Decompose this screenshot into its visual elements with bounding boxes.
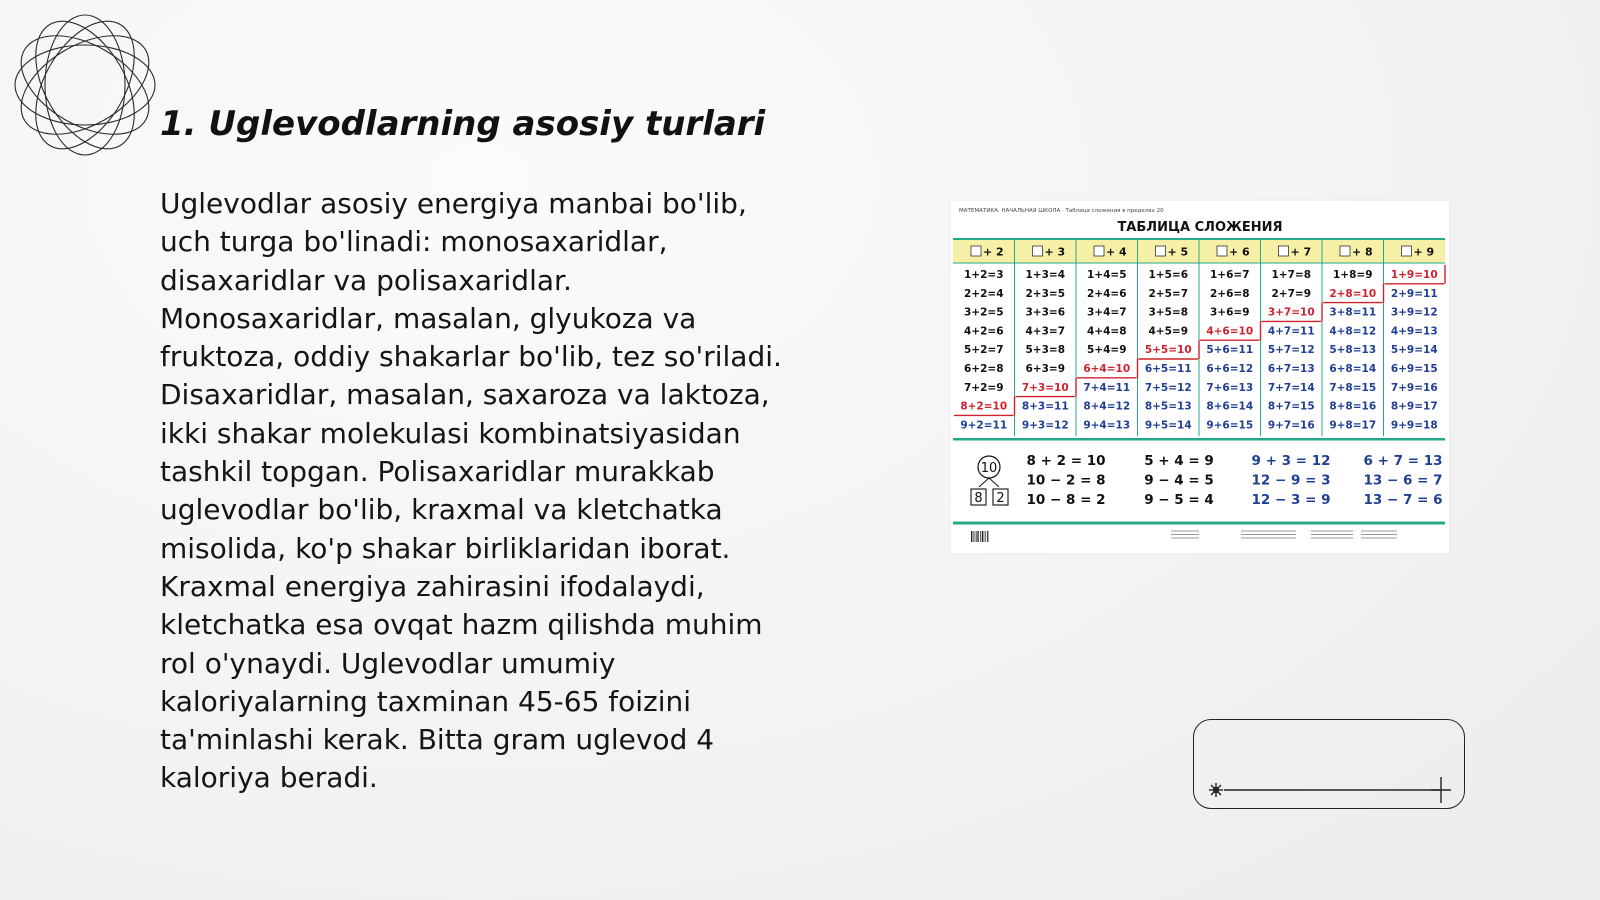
spirograph-icon: [10, 10, 160, 160]
addition-table-graphic: [951, 201, 1449, 553]
table-cell: 6+2=8: [963, 363, 1004, 375]
table-cell: 9+7=16: [1267, 419, 1315, 432]
table-cell: 2+3=5: [1025, 287, 1066, 300]
column-header: + 9: [1413, 245, 1435, 259]
table-cell: 3+7=10: [1267, 306, 1315, 319]
blank-box-icon: [1217, 246, 1227, 256]
table-title: ТАБЛИЦА СЛОЖЕНИЯ: [1117, 220, 1283, 235]
table-cell: 8+4=12: [1083, 400, 1131, 413]
table-cell: 1+9=10: [1390, 269, 1438, 281]
table-cell: 1+4=5: [1086, 269, 1127, 281]
table-cell: 8+8=16: [1329, 400, 1377, 413]
table-cell: 7+3=10: [1021, 381, 1069, 394]
column-header: + 5: [1167, 245, 1189, 259]
table-cell: 8+6=14: [1206, 400, 1254, 413]
blank-box-icon: [1156, 246, 1166, 256]
body-line: kaloriya beradi.: [160, 761, 378, 795]
table-cell: 1+7=8: [1271, 269, 1312, 281]
diagram-right-number: 2: [996, 491, 1005, 506]
table-cell: 9+5=14: [1144, 419, 1192, 432]
table-cell: 3+5=8: [1148, 306, 1189, 319]
table-cell: 6+7=13: [1267, 363, 1315, 375]
example-equation: 9 − 5 = 4: [1144, 492, 1214, 508]
example-equation: 6 + 7 = 13: [1363, 453, 1443, 469]
table-cell: 4+8=12: [1329, 325, 1377, 338]
table-cell: 1+6=7: [1209, 269, 1250, 281]
example-equation: 13 − 6 = 7: [1363, 472, 1443, 489]
table-cell: 1+5=6: [1148, 269, 1189, 281]
table-cell: 2+6=8: [1209, 287, 1250, 300]
table-cell: 4+6=10: [1206, 325, 1254, 338]
table-cell: 6+8=14: [1329, 363, 1377, 375]
table-cell: 7+2=9: [963, 381, 1004, 394]
table-cell: 7+8=15: [1329, 381, 1377, 394]
sparkle-icon: [1209, 783, 1223, 797]
table-cell: 8+7=15: [1267, 400, 1315, 413]
table-cell: 9+8=17: [1329, 419, 1377, 432]
body-line: ta'minlashi kerak. Bitta gram uglevod 4: [160, 723, 715, 757]
table-cell: 8+5=13: [1144, 400, 1192, 413]
body-line: rol o'ynaydi. Uglevodlar umumiy: [160, 646, 616, 680]
table-cell: 3+6=9: [1209, 306, 1250, 319]
table-cell: 2+8=10: [1329, 287, 1377, 300]
table-cell: 5+5=10: [1144, 344, 1192, 357]
table-cell: 9+4=13: [1083, 419, 1131, 432]
table-cell: 4+7=11: [1267, 325, 1315, 338]
table-cell: 4+9=13: [1390, 325, 1438, 338]
blank-box-icon: [1094, 246, 1104, 256]
table-cell: 9+9=18: [1390, 419, 1438, 432]
body-line: Disaxaridlar, masalan, saxaroza va laktoza,: [160, 378, 770, 412]
table-cell: 5+2=7: [963, 344, 1004, 357]
barcode-icon: [971, 531, 988, 542]
table-cell: 7+9=16: [1390, 381, 1438, 394]
column-header: + 3: [1044, 245, 1066, 259]
slide-title: 1. Uglevodlarning asosiy turlari: [160, 104, 766, 144]
column-header: + 4: [1106, 245, 1127, 259]
table-top-caption: МАТЕМАТИКА. НАЧАЛЬНАЯ ШКОЛА · Таблица сложения в пределах 20: [959, 208, 1164, 214]
table-cell: 3+3=6: [1025, 306, 1066, 319]
body-line: Uglevodlar asosiy energiya manbai bo'lib,: [160, 187, 747, 220]
table-cell: 1+8=9: [1332, 269, 1373, 281]
table-cell: 2+5=7: [1148, 287, 1189, 300]
table-cell: 2+2=4: [963, 287, 1004, 300]
blank-box-icon: [1340, 246, 1350, 256]
body-line: Kraxmal energiya zahirasini ifodalaydi,: [160, 569, 705, 603]
column-header: + 2: [983, 245, 1004, 259]
example-equation: 10 − 2 = 8: [1026, 472, 1106, 489]
table-cell: 7+5=12: [1144, 381, 1192, 394]
body-line: disaxaridlar va polisaxaridlar.: [160, 263, 572, 297]
example-equation: 8 + 2 = 10: [1026, 453, 1106, 469]
table-cell: 9+6=15: [1206, 419, 1254, 432]
blank-box-icon: [971, 246, 981, 256]
column-header: + 6: [1229, 245, 1250, 259]
table-cell: 8+2=10: [960, 400, 1008, 413]
blank-box-icon: [1402, 246, 1412, 256]
table-cell: 2+9=11: [1390, 287, 1438, 300]
table-cell: 1+3=4: [1025, 269, 1066, 281]
table-cell: 9+3=12: [1021, 419, 1069, 432]
blank-box-icon: [1279, 246, 1289, 256]
table-cell: 6+3=9: [1025, 363, 1066, 375]
example-equation: 12 − 3 = 9: [1251, 492, 1331, 508]
diagram-left-number: 8: [974, 491, 983, 506]
example-equation: 13 − 7 = 6: [1363, 492, 1443, 508]
table-cell: 3+4=7: [1086, 306, 1127, 319]
table-cell: 5+6=11: [1206, 344, 1254, 357]
body-line: uch turga bo'linadi: monosaxaridlar,: [160, 225, 668, 259]
body-line: ikki shakar molekulasi kombinatsiyasidan: [160, 416, 741, 450]
decorative-pill: [1193, 719, 1465, 809]
table-cell: 4+3=7: [1025, 325, 1066, 338]
table-cell: 4+5=9: [1148, 325, 1189, 338]
table-cell: 5+3=8: [1025, 344, 1066, 357]
table-cell: 5+8=13: [1329, 344, 1377, 357]
slide-body: [160, 185, 830, 798]
table-cell: 8+3=11: [1021, 400, 1069, 413]
table-cell: 2+7=9: [1271, 287, 1312, 300]
table-cell: 5+9=14: [1390, 344, 1438, 357]
table-cell: 3+9=12: [1390, 306, 1438, 319]
table-cell: 6+9=15: [1390, 363, 1438, 375]
blank-box-icon: [1033, 246, 1043, 256]
body-line: misolida, ko'p shakar birliklaridan iborat.: [160, 531, 731, 565]
table-cell: 2+4=6: [1086, 287, 1127, 300]
table-cell: 5+7=12: [1267, 344, 1315, 357]
column-header: + 8: [1352, 245, 1373, 259]
example-equation: 9 + 3 = 12: [1251, 453, 1331, 469]
body-line: kletchatka esa ovqat hazm qilishda muhim: [160, 608, 763, 642]
table-cell: 4+2=6: [963, 325, 1004, 338]
table-cell: 1+2=3: [963, 269, 1004, 281]
table-cell: 7+6=13: [1206, 381, 1254, 394]
table-cell: 4+4=8: [1086, 325, 1127, 338]
example-equation: 12 − 9 = 3: [1251, 472, 1331, 489]
body-line: fruktoza, oddiy shakarlar bo'lib, tez so'riladi.: [160, 340, 782, 374]
body-line: tashkil topgan. Polisaxaridlar murakkab: [160, 455, 715, 489]
example-equation: 9 − 4 = 5: [1144, 472, 1214, 489]
column-header: + 7: [1290, 245, 1312, 259]
table-cell: 9+2=11: [960, 419, 1008, 432]
example-equation: 5 + 4 = 9: [1144, 453, 1214, 469]
diagram-top-number: 10: [980, 461, 998, 476]
table-cell: 6+6=12: [1206, 363, 1254, 375]
table-cell: 7+7=14: [1267, 381, 1315, 394]
table-cell: 6+5=11: [1144, 363, 1192, 375]
plus-cross-icon: [1431, 777, 1451, 803]
example-equation: 10 − 8 = 2: [1026, 492, 1106, 508]
body-line: uglevodlar bo'lib, kraxmal va kletchatka: [160, 493, 723, 527]
table-cell: 3+8=11: [1329, 306, 1377, 319]
table-cell: 7+4=11: [1083, 381, 1131, 394]
table-cell: 3+2=5: [963, 306, 1004, 319]
table-cell: 6+4=10: [1083, 363, 1131, 375]
table-cell: 5+4=9: [1086, 344, 1127, 357]
body-line: Monosaxaridlar, masalan, glyukoza va: [160, 301, 697, 335]
body-line: kaloriyalarning taxminan 45-65 foizini: [160, 684, 692, 718]
addition-table-image: [951, 201, 1449, 553]
table-cell: 8+9=17: [1390, 400, 1438, 413]
